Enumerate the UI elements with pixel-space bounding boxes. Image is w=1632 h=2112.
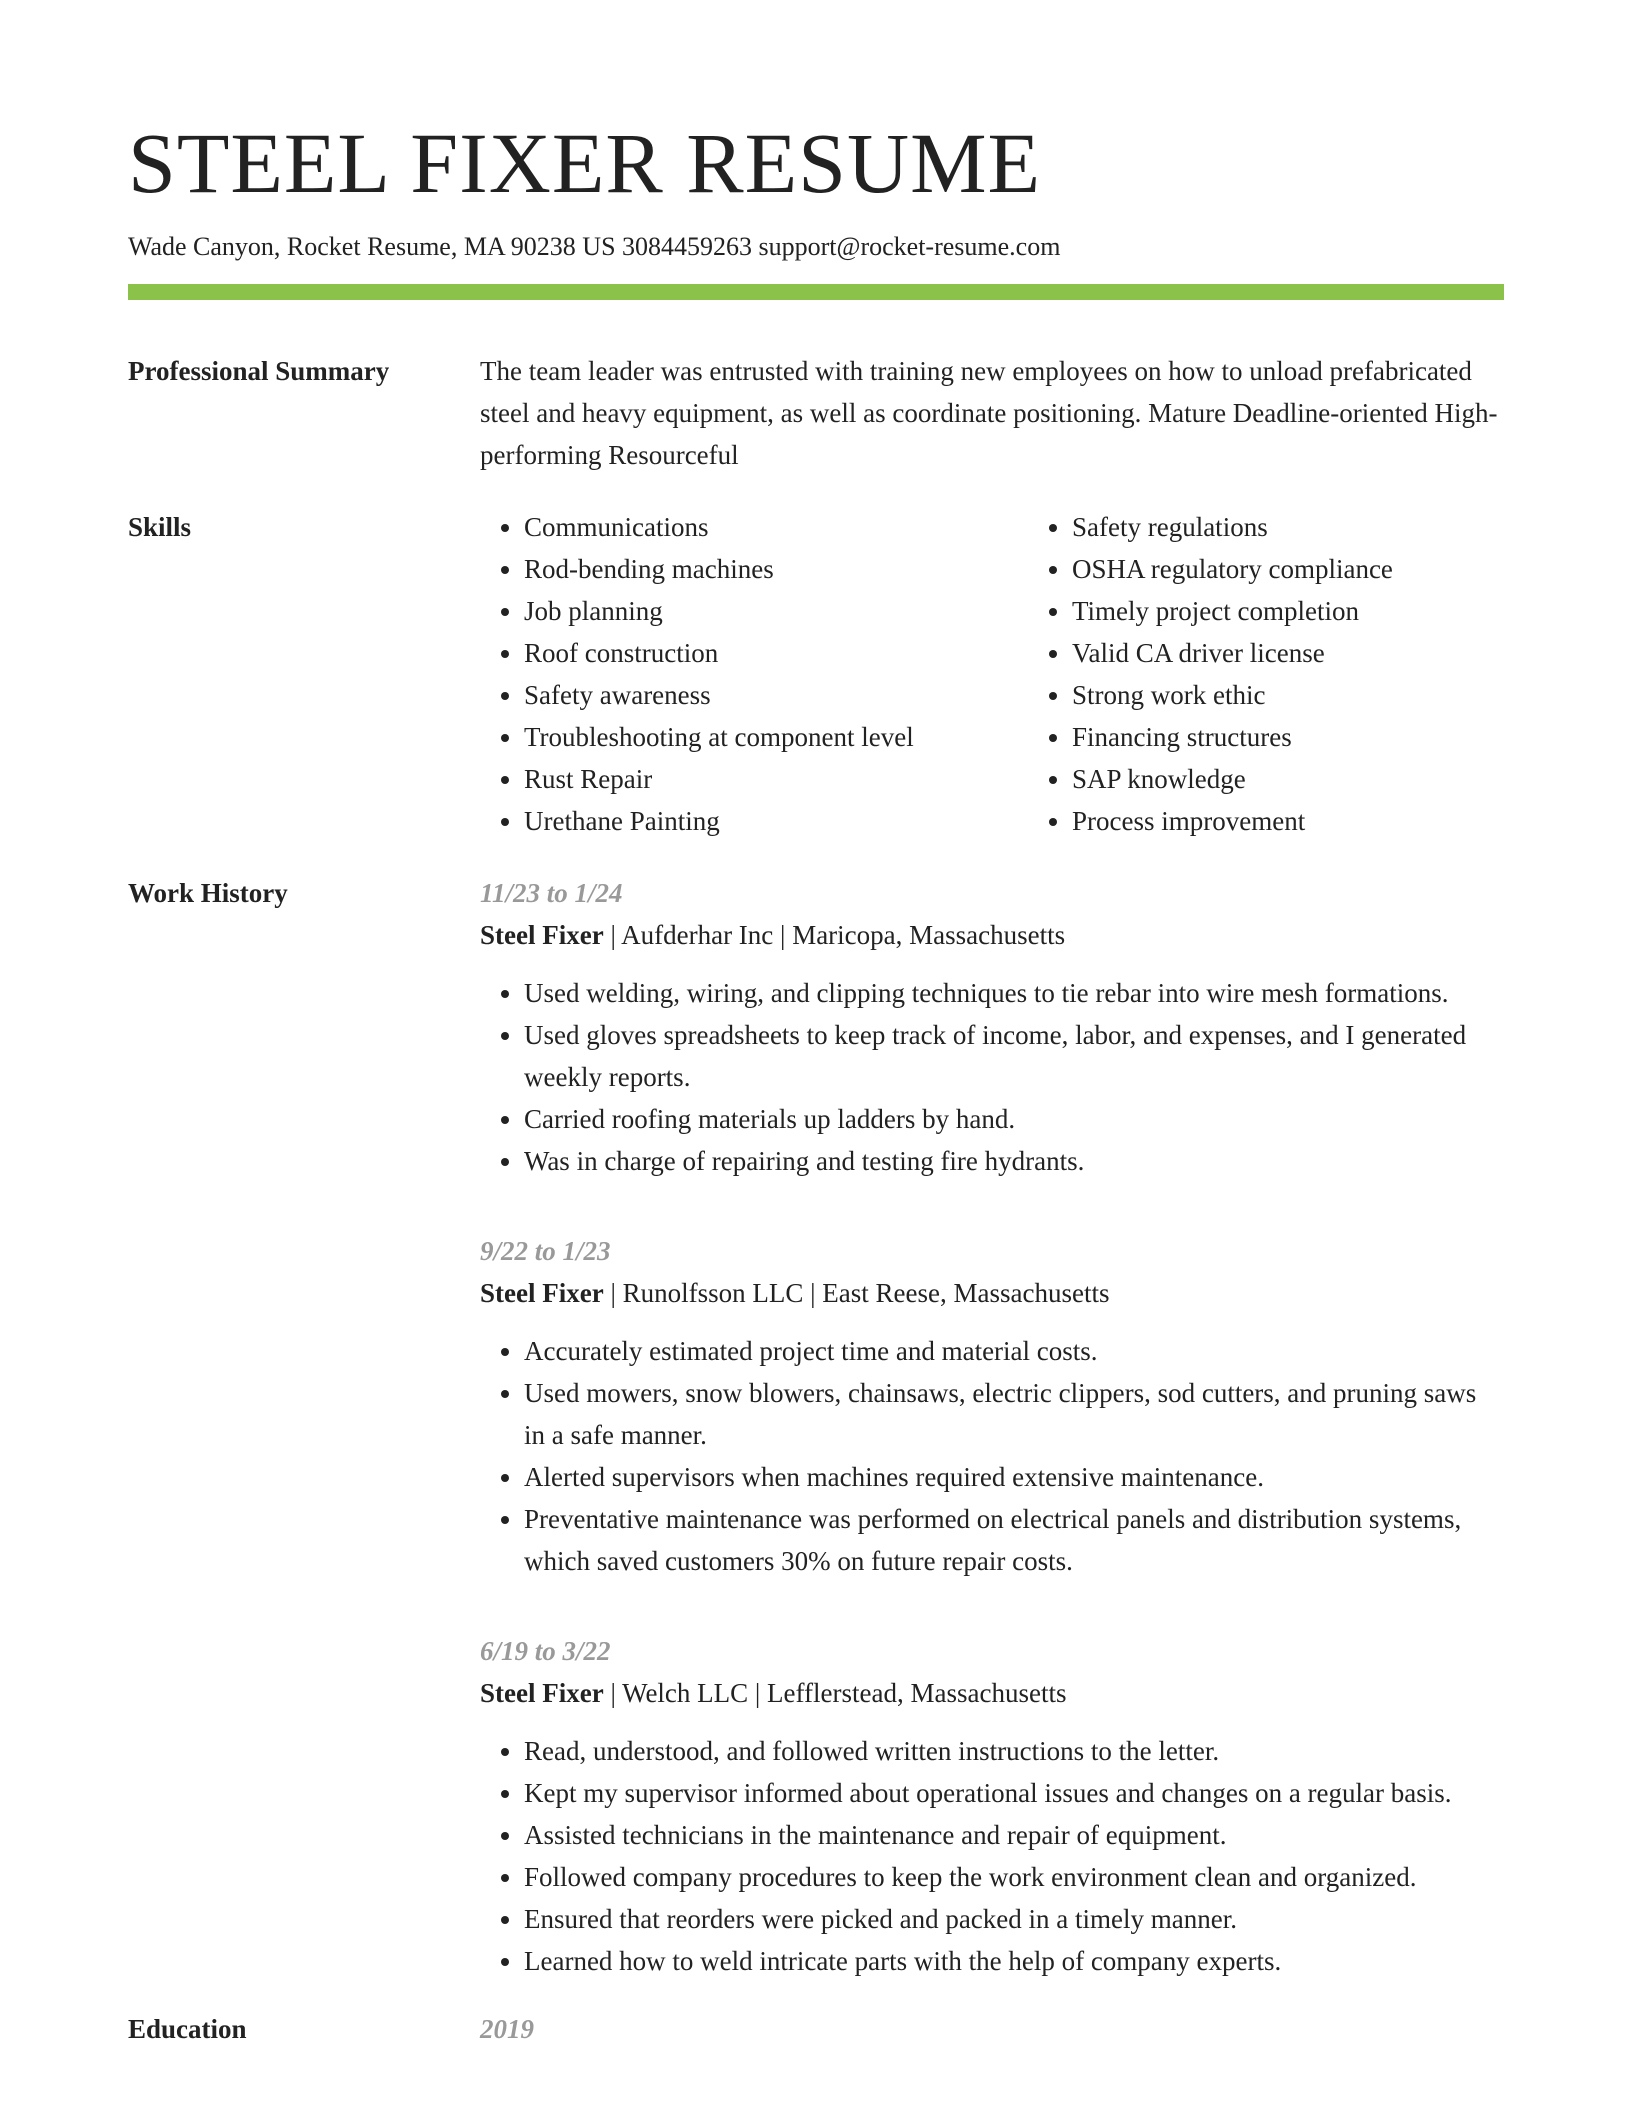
skills-columns — [480, 506, 1576, 842]
job-dates: 11/23 to 1/24 — [480, 877, 623, 908]
summary-heading: Professional Summary — [128, 355, 390, 386]
job-bullet: • Carried roofing materials up ladders by hand. — [524, 1098, 1504, 1140]
job-details: | Welch LLC | Lefflerstead, Massachusetts — [603, 1677, 1067, 1708]
job-bullet-list — [480, 972, 1504, 1182]
contact-line: Wade Canyon, Rocket Resume, MA 90238 US 3084459263 support@rocket-resume.com — [128, 232, 1061, 261]
skill-item: • Timely project completion — [1072, 590, 1576, 632]
job-bullet: • Accurately estimated project time and material costs. — [524, 1330, 1504, 1372]
skill-item: • Troubleshooting at component level — [524, 716, 1028, 758]
job-entry — [480, 1230, 1504, 1582]
work-history-heading: Work History — [128, 877, 288, 908]
job-title: Steel Fixer — [480, 1277, 604, 1308]
accent-divider — [128, 284, 1504, 300]
education-body — [480, 2008, 1504, 2050]
skills-body — [480, 506, 1576, 842]
job-bullet: • Assisted technicians in the maintenance and repair of equipment. — [524, 1814, 1504, 1856]
job-bullet: • Used mowers, snow blowers, chainsaws, electric clippers, sod cutters, and pruning saws in a safe manner. — [524, 1372, 1504, 1456]
job-dates: 9/22 to 1/23 — [480, 1235, 611, 1266]
job-bullet: • Preventative maintenance was performed on electrical panels and distribution systems, which saved customers 30% on future repair costs. — [524, 1498, 1504, 1582]
job-bullet: • Used gloves spreadsheets to keep track of income, labor, and expenses, and I generated weekly reports. — [524, 1014, 1504, 1098]
education-section — [128, 2008, 1504, 2050]
job-heading — [480, 1672, 1504, 1714]
skills-list-left — [480, 506, 1028, 842]
work-history-body — [480, 872, 1504, 1982]
job-bullet: • Was in charge of repairing and testing fire hydrants. — [524, 1140, 1504, 1182]
skill-item: • Job planning — [524, 590, 1028, 632]
job-bullet: • Learned how to weld intricate parts with the help of company experts. — [524, 1940, 1504, 1982]
skill-item: • SAP knowledge — [1072, 758, 1576, 800]
summary-body — [480, 350, 1504, 476]
job-entry — [480, 1630, 1504, 1982]
job-bullet: • Read, understood, and followed written instructions to the letter. — [524, 1730, 1504, 1772]
job-details: | Aufderhar Inc | Maricopa, Massachusetts — [603, 919, 1066, 950]
resume-title: STEEL FIXER RESUME — [128, 115, 1042, 211]
skill-item: • Safety awareness — [524, 674, 1028, 716]
skills-list-right — [1028, 506, 1576, 842]
job-bullet: • Alerted supervisors when machines required extensive maintenance. — [524, 1456, 1504, 1498]
skill-item: • Strong work ethic — [1072, 674, 1576, 716]
job-bullet-list — [480, 1330, 1504, 1582]
skill-item: • OSHA regulatory compliance — [1072, 548, 1576, 590]
skill-item: • Financing structures — [1072, 716, 1576, 758]
job-bullet: • Followed company procedures to keep the work environment clean and organized. — [524, 1856, 1504, 1898]
skill-item: • Urethane Painting — [524, 800, 1028, 842]
skill-item: • Rust Repair — [524, 758, 1028, 800]
skill-item: • Safety regulations — [1072, 506, 1576, 548]
resume-page — [128, 115, 1504, 2050]
job-heading — [480, 914, 1504, 956]
job-details: | Runolfsson LLC | East Reese, Massachusetts — [603, 1277, 1110, 1308]
job-title: Steel Fixer — [480, 1677, 604, 1708]
job-bullet: • Kept my supervisor informed about operational issues and changes on a regular basis. — [524, 1772, 1504, 1814]
education-date: 2019 — [480, 2013, 534, 2044]
job-heading — [480, 1272, 1504, 1314]
education-heading: Education — [128, 2013, 247, 2044]
job-bullet-list — [480, 1730, 1504, 1982]
skills-section — [128, 506, 1504, 842]
skill-item: • Roof construction — [524, 632, 1028, 674]
skill-item: • Valid CA driver license — [1072, 632, 1576, 674]
job-bullet: • Ensured that reorders were picked and packed in a timely manner. — [524, 1898, 1504, 1940]
work-history-section — [128, 872, 1504, 1982]
job-title: Steel Fixer — [480, 919, 604, 950]
skill-item: • Communications — [524, 506, 1028, 548]
skills-heading: Skills — [128, 511, 192, 542]
skill-item: • Process improvement — [1072, 800, 1576, 842]
summary-section — [128, 350, 1504, 476]
summary-text: The team leader was entrusted with training new employees on how to unload prefabricated steel and heavy equipment, as well as coordinate positioning. Mature Deadline-oriented High-performing Resourceful — [480, 355, 1498, 470]
job-entry — [480, 872, 1504, 1182]
job-bullet: • Used welding, wiring, and clipping techniques to tie rebar into wire mesh formations. — [524, 972, 1504, 1014]
skill-item: • Rod-bending machines — [524, 548, 1028, 590]
job-dates: 6/19 to 3/22 — [480, 1635, 611, 1666]
